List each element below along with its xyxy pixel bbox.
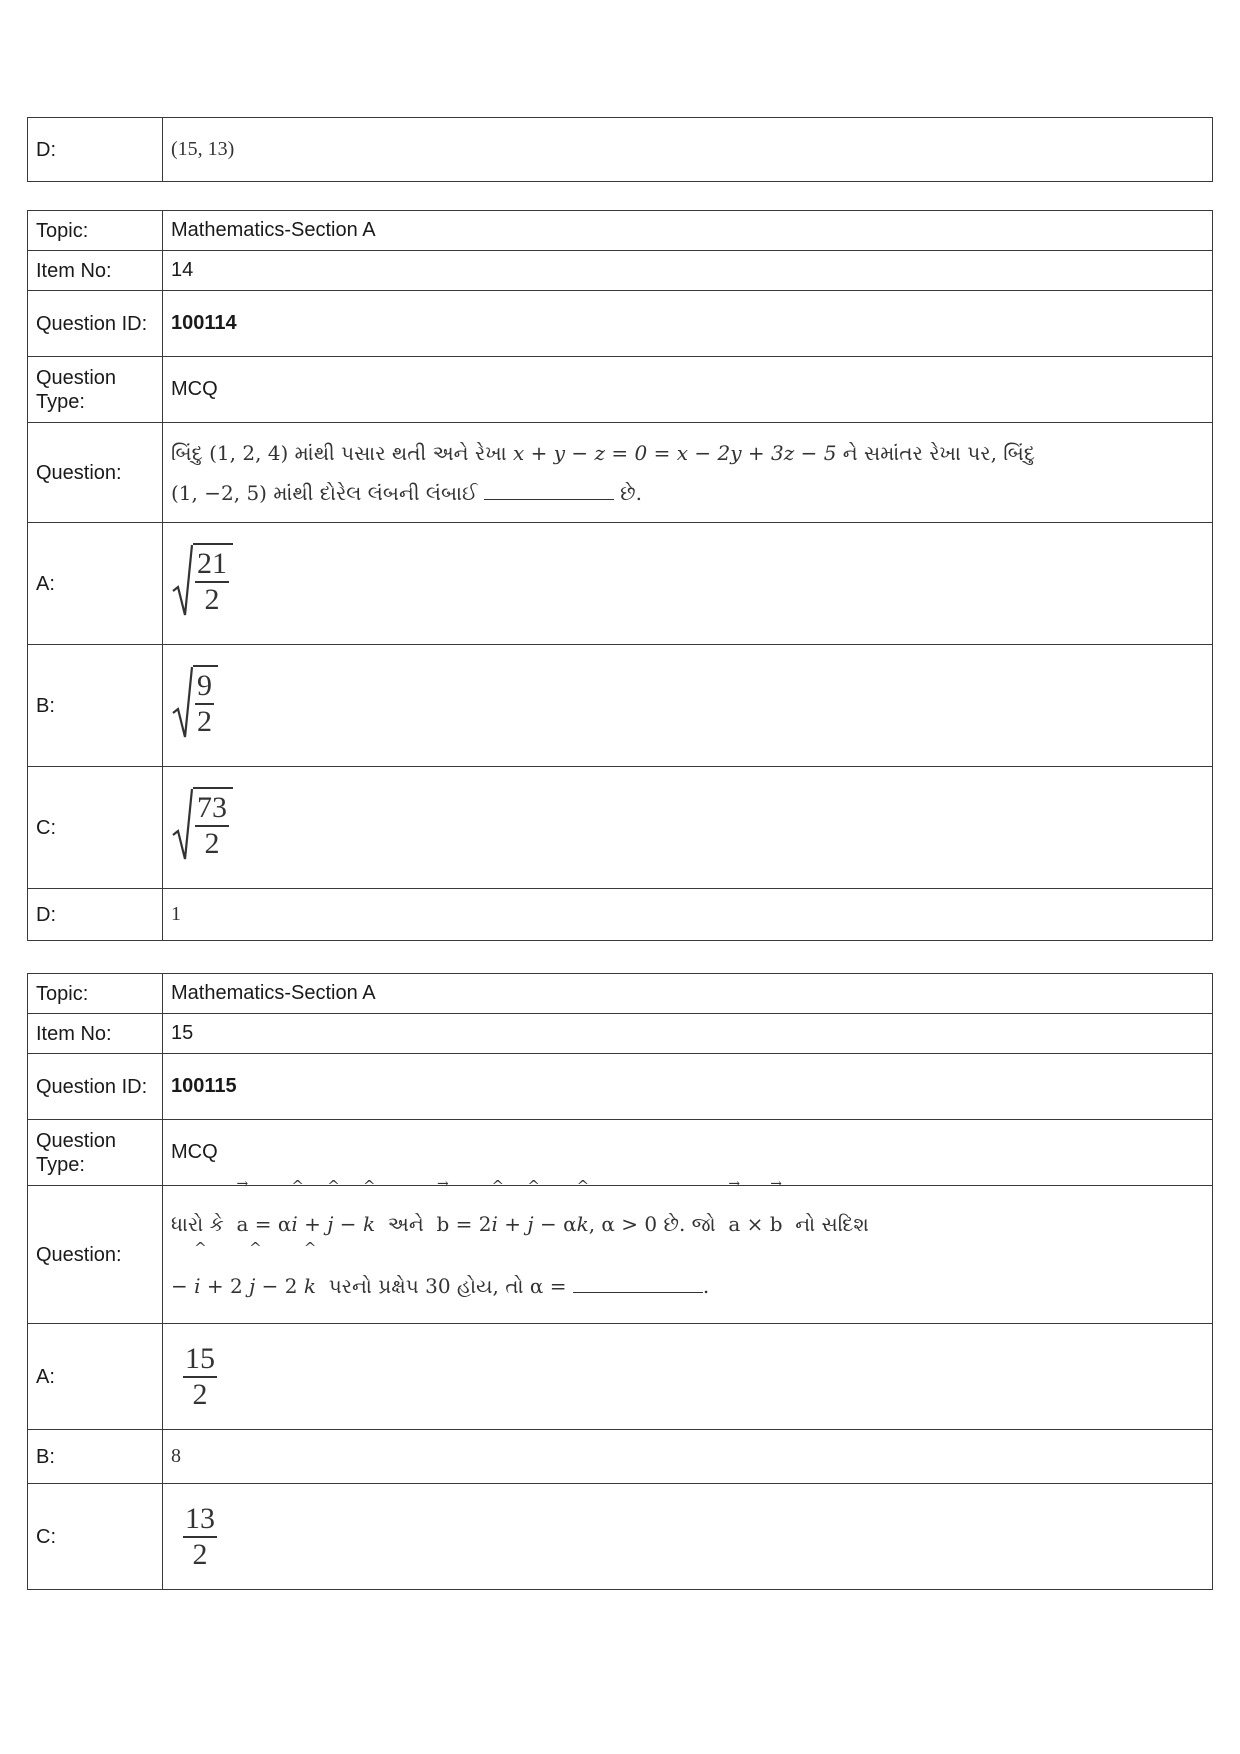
option-b-value xyxy=(163,645,1213,767)
fraction-denominator: 2 xyxy=(204,582,220,616)
question-text-part: અને xyxy=(387,1211,424,1236)
sqrt-expression xyxy=(171,543,233,619)
fraction-denominator: 2 xyxy=(192,1537,208,1571)
item-no-value: 15 xyxy=(163,1014,1213,1054)
option-a-label: A: xyxy=(28,523,163,645)
vector-arrow-icon: → xyxy=(770,1175,782,1192)
question-id-label: Question ID: xyxy=(28,291,163,357)
question-table-15 xyxy=(27,973,1213,1590)
option-c-label: C: xyxy=(28,767,163,889)
option-d-label: D: xyxy=(28,889,163,941)
option-c-value xyxy=(163,1484,1213,1590)
topic-label: Topic: xyxy=(28,974,163,1014)
topic-value: Mathematics-Section A xyxy=(163,211,1213,251)
fraction-denominator: 2 xyxy=(197,704,212,738)
question-id-value: 100115 xyxy=(163,1054,1213,1120)
radical-sign-icon xyxy=(171,787,193,863)
fraction-numerator: 73 xyxy=(195,791,229,827)
question-text xyxy=(163,423,1213,523)
option-label: D: xyxy=(28,118,163,182)
sqrt-expression xyxy=(171,787,233,863)
answer-blank xyxy=(573,1270,703,1293)
option-value: (15, 13) xyxy=(163,118,1213,182)
option-a-label: A: xyxy=(28,1324,163,1430)
question-type-value: MCQ xyxy=(163,357,1213,423)
option-a-value xyxy=(163,523,1213,645)
option-d-value: 1 xyxy=(163,889,1213,941)
radical-sign-icon xyxy=(171,543,193,619)
fraction-numerator: 15 xyxy=(183,1342,217,1378)
question-text-part: પરનો પ્રક્ષેપ 30 હોય, તો α = xyxy=(328,1273,567,1298)
option-c-label: C: xyxy=(28,1484,163,1590)
sqrt-expression xyxy=(171,665,218,741)
option-b-label: B: xyxy=(28,1430,163,1484)
fraction-denominator: 2 xyxy=(192,1377,208,1411)
line-equation: x + y − z = 0 = x − 2y + 3z − 5 xyxy=(512,440,837,465)
option-b-value: 8 xyxy=(163,1430,1213,1484)
fraction-numerator: 13 xyxy=(183,1502,217,1538)
question-table-14 xyxy=(27,210,1213,941)
question-label: Question: xyxy=(28,1186,163,1324)
fraction-numerator: 21 xyxy=(195,547,229,583)
answer-blank xyxy=(484,477,614,500)
option-a-value xyxy=(163,1324,1213,1430)
option-b-label: B: xyxy=(28,645,163,767)
question-type-label: Question Type: xyxy=(28,357,163,423)
vector-arrow-icon: → xyxy=(437,1175,449,1192)
item-no-label: Item No: xyxy=(28,1014,163,1054)
radical-sign-icon xyxy=(171,665,193,741)
question-type-value: MCQ xyxy=(163,1120,1213,1186)
question-id-value: 100114 xyxy=(163,291,1213,357)
fraction-denominator: 2 xyxy=(204,826,220,860)
fraction-numerator: 9 xyxy=(195,669,214,705)
item-no-value: 14 xyxy=(163,251,1213,291)
question-text-part: છે. xyxy=(620,480,642,505)
vector-arrow-icon: → xyxy=(236,1175,249,1192)
item-no-label: Item No: xyxy=(28,251,163,291)
question-text-part: (1, −2, 5) માંથી દોરેલ લંબની લંબાઈ xyxy=(171,480,478,505)
question-text-part: બિંદુ (1, 2, 4) માંથી પસાર થતી અને રેખા xyxy=(171,440,507,465)
previous-question-fragment xyxy=(27,117,1213,182)
topic-value: Mathematics-Section A xyxy=(163,974,1213,1014)
question-label: Question: xyxy=(28,423,163,523)
question-type-label: Question Type: xyxy=(28,1120,163,1186)
question-text: ધારો કે → a = α ^ i + ^ j − ^ k અને → b = 2 ^ i + ^ j − α ^ k, α > 0 છે. જો → a × → b નો સદિશ − ^ i + 2 ^ j − 2 ^ k પરનો પ્રક્ષેપ 30 હોય, તો α = . xyxy=(163,1186,1213,1324)
topic-label: Topic: xyxy=(28,211,163,251)
question-text-part: નો સદિશ xyxy=(795,1211,869,1236)
question-text-part: , α > 0 છે. જો xyxy=(588,1211,716,1236)
vector-arrow-icon: → xyxy=(728,1175,741,1192)
question-text-part: . xyxy=(702,1273,710,1298)
question-id-label: Question ID: xyxy=(28,1054,163,1120)
question-text-part: ધારો કે xyxy=(171,1211,224,1236)
question-text-part: ને સમાંતર રેખા પર, બિંદુ xyxy=(842,440,1036,465)
option-c-value xyxy=(163,767,1213,889)
